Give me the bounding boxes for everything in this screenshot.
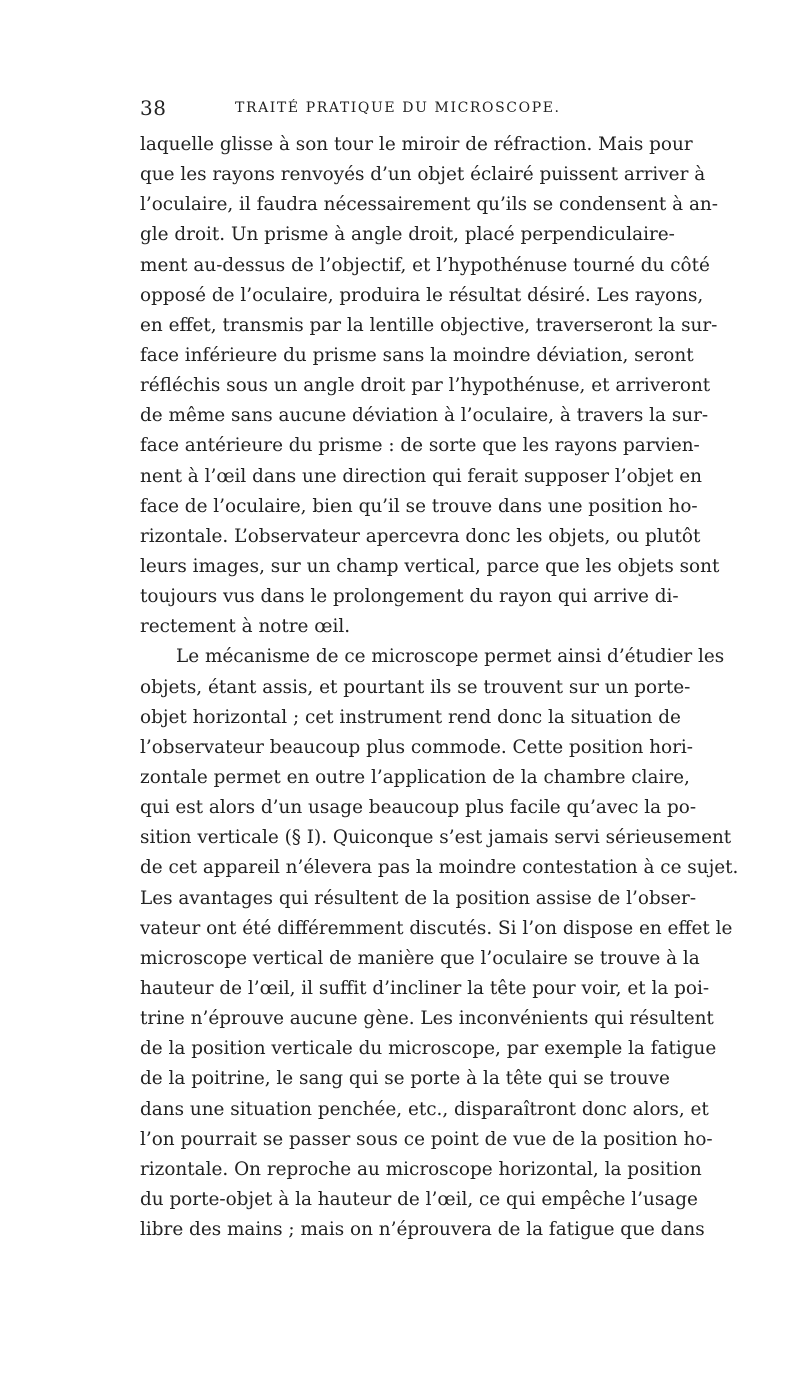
text-line: zontale permet en outre l’application de la chambre claire, — [140, 766, 690, 788]
text-line: Les avantages qui résultent de la position assise de l’obser- — [140, 887, 697, 909]
text-line: face inférieure du prisme sans la moindre déviation, seront — [140, 344, 694, 366]
text-line: leurs images, sur un champ vertical, parce que les objets sont — [140, 555, 720, 577]
text-line: toujours vus dans le prolongement du rayon qui arrive di- — [140, 586, 679, 608]
text-line: nent à l’œil dans une direction qui ferait supposer l’objet en — [140, 465, 702, 487]
text-line: l’oculaire, il faudra nécessairement qu’ils se condensent à an- — [140, 194, 718, 216]
text-line: qui est alors d’un usage beaucoup plus facile qu’avec la po- — [140, 797, 697, 819]
text-line: réfléchis sous un angle droit par l’hypothénuse, et arriveront — [140, 375, 711, 397]
text-line: de la position verticale du microscope, par exemple la fatigue — [140, 1038, 717, 1060]
text-line: opposé de l’oculaire, produira le résultat désiré. Les rayons, — [140, 284, 704, 306]
text-line: ment au-dessus de l’objectif, et l’hypothénuse tourné du côté — [140, 254, 710, 276]
text-line: face de l’oculaire, bien qu’il se trouve dans une position ho- — [140, 495, 698, 517]
text-line: l’on pourrait se passer sous ce point de vue de la position ho- — [140, 1128, 713, 1150]
running-head: TRAITÉ PRATIQUE DU MICROSCOPE. — [235, 100, 561, 116]
text-line: laquelle glisse à son tour le miroir de réfraction. Mais pour — [140, 134, 693, 155]
body-text — [140, 130, 740, 1245]
page-number: 38 — [140, 96, 167, 120]
text-line: de cet appareil n’élevera pas la moindre contestation à ce sujet. — [140, 857, 739, 879]
text-line: hauteur de l’œil, il suffit d’incliner la tête pour voir, et la poi- — [140, 977, 710, 999]
page-header — [140, 96, 730, 124]
text-line: gle droit. Un prisme à angle droit, placé perpendiculaire- — [140, 224, 675, 246]
text-line: face antérieure du prisme : de sorte que les rayons parvien- — [140, 435, 700, 457]
text-line: libre des mains ; mais on n’éprouvera de la fatigue que dans — [140, 1219, 705, 1241]
text-line: de même sans aucune déviation à l’oculaire, à travers la sur- — [140, 405, 709, 427]
text-line: en effet, transmis par la lentille objective, traverseront la sur- — [140, 314, 718, 336]
text-line: l’observateur beaucoup plus commode. Cette position hori- — [140, 736, 694, 758]
text-line: rizontale. L’observateur apercevra donc les objets, ou plutôt — [140, 525, 701, 547]
text-line: de la poitrine, le sang qui se porte à la tête qui se trouve — [140, 1068, 670, 1090]
text-line: objet horizontal ; cet instrument rend donc la situation de — [140, 706, 681, 728]
text-line: rectement à notre œil. — [140, 616, 351, 638]
text-line: vateur ont été différemment discutés. Si l’on dispose en effet le — [140, 917, 733, 939]
text-line: objets, étant assis, et pourtant ils se trouvent sur un porte- — [140, 676, 691, 698]
text-line: que les rayons renvoyés d’un objet éclairé puissent arriver à — [140, 164, 706, 186]
text-line: dans une situation penchée, etc., disparaîtront donc alors, et — [140, 1098, 709, 1120]
paragraph-start-line: Le mécanisme de ce microscope permet ainsi d’étudier les — [176, 646, 725, 668]
text-line: trine n’éprouve aucune gène. Les inconvénients qui résultent — [140, 1008, 714, 1030]
text-line: rizontale. On reproche au microscope horizontal, la position — [140, 1158, 702, 1180]
text-line: microscope vertical de manière que l’oculaire se trouve à la — [140, 947, 700, 969]
text-line: du porte-objet à la hauteur de l’œil, ce qui empêche l’usage — [140, 1188, 698, 1210]
text-line: sition verticale (§ I). Quiconque s’est jamais servi sérieusement — [140, 827, 732, 849]
